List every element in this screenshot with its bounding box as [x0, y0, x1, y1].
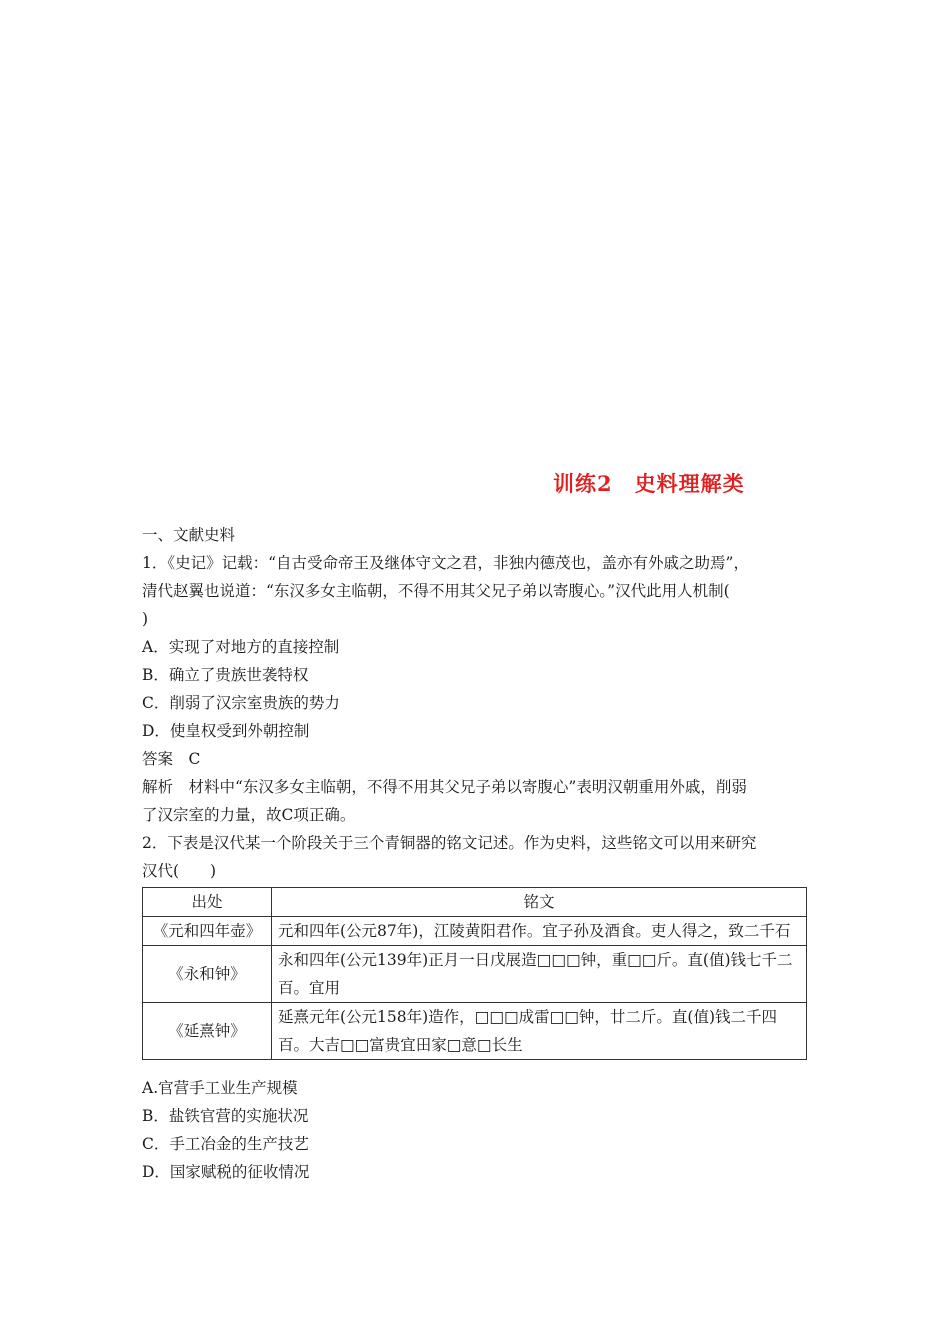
table-header-source: 出处 — [143, 888, 272, 917]
question-2-option-d: D．国家赋税的征收情况 — [142, 1163, 310, 1181]
document-body — [142, 521, 814, 1186]
question-2-option-c: C．手工冶金的生产技艺 — [142, 1135, 309, 1153]
table-header-row — [143, 888, 807, 917]
question-2 — [142, 829, 814, 1186]
question-1-option-d: D．使皇权受到外朝控制 — [142, 722, 310, 740]
table-cell-inscription: 延熹元年(公元158年)造作，□□□成雷□□钟，廿二斤。直(值)钱二千四百。大吉□□富贵宜田家□意□长生 — [272, 1003, 807, 1060]
question-1-analysis-line-2: 了汉宗室的力量，故C项正确。 — [142, 806, 356, 824]
table-row — [143, 946, 807, 1003]
question-1-analysis-line-1: 解析 材料中“东汉多女主临朝，不得不用其父兄子弟以寄腹心”表明汉朝重用外戚，削弱 — [142, 778, 747, 796]
question-1-option-c: C．削弱了汉宗室贵族的势力 — [142, 694, 340, 712]
question-1-answer: 答案 C — [142, 750, 201, 768]
table-cell-source: 《永和钟》 — [143, 946, 272, 1003]
table-cell-source: 《元和四年壶》 — [143, 917, 272, 946]
question-1-stem-line-2: 清代赵翼也说道：“东汉多女主临朝，不得不用其父兄子弟以寄腹心。”汉代此用人机制( — [142, 582, 730, 600]
question-2-stem-line-1: 2．下表是汉代某一个阶段关于三个青铜器的铭文记述。作为史料，这些铭文可以用来研究 — [142, 834, 757, 852]
question-1-option-a: A．实现了对地方的直接控制 — [142, 638, 340, 656]
question-2-stem-line-2: 汉代( ) — [142, 862, 217, 880]
inscription-table — [142, 887, 807, 1060]
table-cell-inscription: 永和四年(公元139年)正月一日戊展造□□□钟，重□□斤。直(值)钱七千二百。宜用 — [272, 946, 807, 1003]
question-1-stem-line-1: 1．《史记》记载：“自古受命帝王及继体守文之君，非独内德茂也，盖亦有外戚之助焉”， — [142, 554, 749, 572]
question-1-stem-line-3: ) — [142, 610, 149, 628]
table-row — [143, 917, 807, 946]
question-2-option-b: B．盐铁官营的实施状况 — [142, 1107, 309, 1125]
table-cell-source: 《延熹钟》 — [143, 1003, 272, 1060]
question-1-option-b: B．确立了贵族世袭特权 — [142, 666, 309, 684]
section-heading: 一、文献史料 — [142, 526, 236, 544]
table-row — [143, 1003, 807, 1060]
question-2-option-a: A.官营手工业生产规模 — [142, 1079, 298, 1097]
page-title: 训练2 史料理解类 — [553, 471, 745, 496]
question-1 — [142, 549, 814, 829]
table-cell-inscription: 元和四年(公元87年)，江陵黄阳君作。宜子孙及酒食。吏人得之，致二千石 — [272, 917, 807, 946]
table-header-inscription: 铭文 — [272, 888, 807, 917]
